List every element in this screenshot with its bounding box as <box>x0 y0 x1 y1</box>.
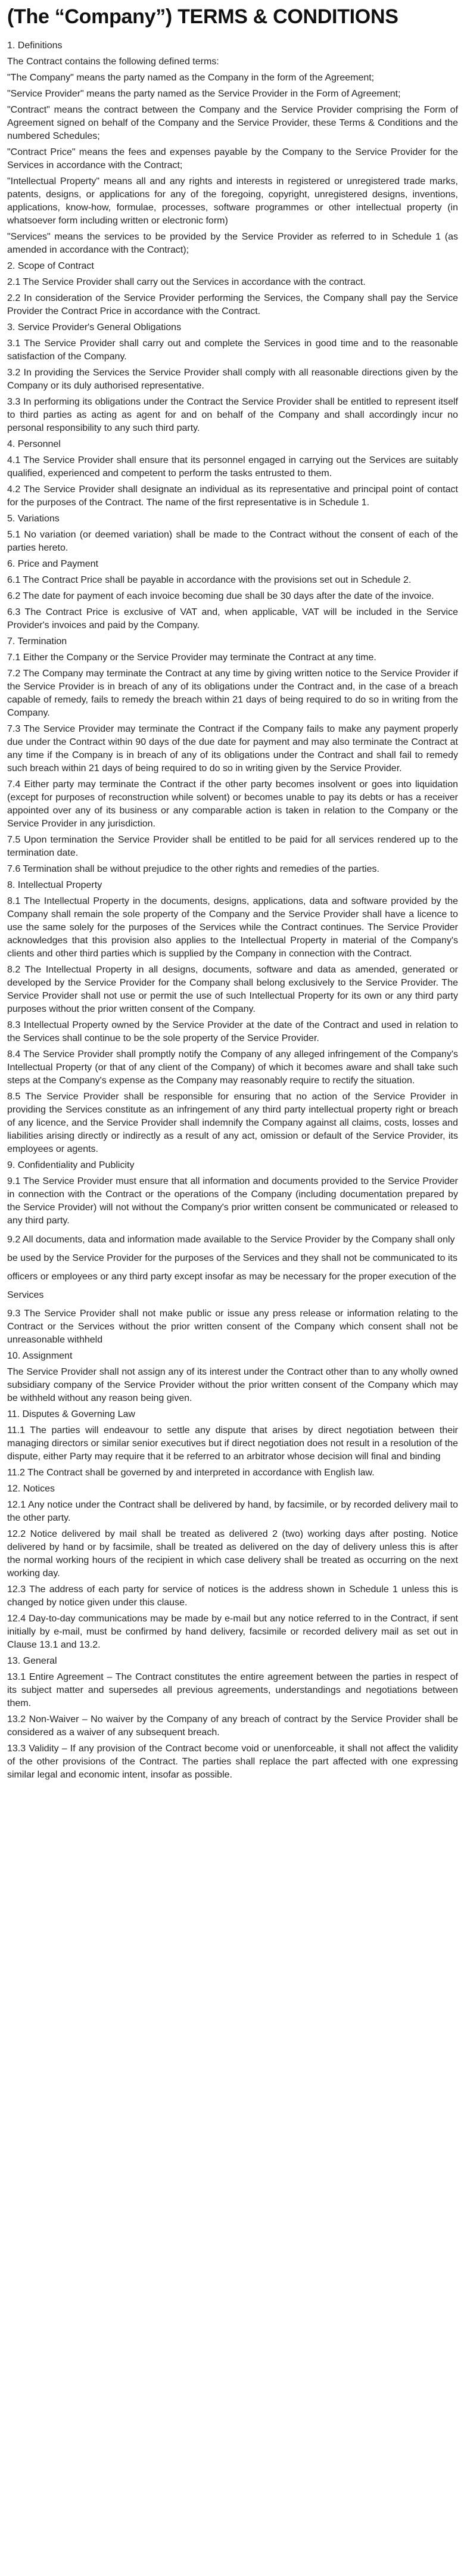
section-heading: 7. Termination <box>7 636 67 647</box>
clause-paragraph: 13.1 Entire Agreement – The Contract constitutes the entire agreement between the parties in respect of its subject matter and supersedes all previous agreements, understandings and negotiations between them. <box>7 1672 458 1708</box>
clause-paragraph: 12.2 Notice delivered by mail shall be treated as delivered 2 (two) working days after posting. Notice delivered by hand or by facsimile, shall be treated as delivered on the day of delivery unless this is after the normal working hours of the recipient in which case delivery shall be treated as occurring on the next working day. <box>7 1529 458 1578</box>
clause-paragraph: "Services" means the services to be provided by the Service Provider as referred to in Schedule 1 (as amended in accordance with the Contract); <box>7 232 458 255</box>
section-heading: 11. Disputes & Governing Law <box>7 1409 135 1419</box>
page-title: (The “Company”) TERMS & CONDITIONS <box>7 5 398 28</box>
section-heading: 2. Scope of Contract <box>7 261 94 271</box>
clause-paragraph: 8.3 Intellectual Property owned by the Service Provider at the date of the Contract and used in relation to the Services shall continue to be the sole property of the Service Provider. <box>7 1020 458 1043</box>
clause-paragraph: 9.3 The Service Provider shall not make public or issue any press release or information relating to the Contract or the Services without the prior written consent of the Company which consent shall not be unreasonable withheld <box>7 1309 458 1345</box>
clause-paragraph: 9.1 The Service Provider must ensure that all information and documents provided to the Service Provider in connection with the Contract or the operations of the Company (including documentation prepared by the Service Provider) will not without the Company's prior written consent be communicated or released to any third party. <box>7 1176 458 1226</box>
clause-paragraph: 5.1 No variation (or deemed variation) shall be made to the Contract without the consent of each of the parties hereto. <box>7 530 458 553</box>
clause-paragraph: 7.3 The Service Provider may terminate the Contract if the Company fails to make any payment properly due under the Contract within 90 days of the due date for payment and may also terminate the Contract at any time if the Company is in breach of any of its obligations under the Contract and shall fail to remedy such breach within 21 days of being required to do so in writing given by the Service Provider. <box>7 724 458 773</box>
clause-paragraph: "Service Provider" means the party named as the Service Provider in the Form of Agreement; <box>7 89 401 99</box>
section-heading: 5. Variations <box>7 514 60 524</box>
section-heading: 12. Notices <box>7 1484 55 1494</box>
clause-paragraph: 11.1 The parties will endeavour to settle any dispute that arises by direct negotiation between their managing directors or similar senior executives but if direct negotiation does not result in a resolution of the dispute, either Party may require that it be referred to an arbitrator whose decision will final and binding <box>7 1425 458 1462</box>
clause-paragraph: 8.2 The Intellectual Property in all designs, documents, software and data as amended, generated or developed by the Service Provider for the Company shall belong exclusively to the Service Provider. The Service Provider shall not use or permit the use of such Intellectual Property for its own or any third party purposes without the prior written consent of the Company. <box>7 965 458 1014</box>
clause-paragraph: 7.1 Either the Company or the Service Provider may terminate the Contract at any time. <box>7 652 376 663</box>
clause-paragraph: 2.1 The Service Provider shall carry out the Services in accordance with the contract. <box>7 277 366 287</box>
clause-paragraph: "Contract" means the contract between the Company and the Service Provider comprising the Form of Agreement signed on behalf of the Company and the Service Provider, these Terms & Conditions and the numbered Schedules; <box>7 105 458 141</box>
clause-paragraph: 4.2 The Service Provider shall designate an individual as its representative and principal point of contact for the purposes of the Contract. The name of the first representative is in Schedule 1. <box>7 484 458 508</box>
clause-paragraph: 8.1 The Intellectual Property in the documents, designs, applications, data and software provided by the Company shall remain the sole property of the Company and the Service Provider shall have a licence to use the same solely for the purposes of the Services while the Contract continues. The Service Provider acknowledges that this provision also applies to the Intellectual Property in material of the Company's clients and other third parties which is supplied by the Company in connection with the Contract. <box>7 896 458 959</box>
clause-paragraph: 6.1 The Contract Price shall be payable in accordance with the provisions set out in Schedule 2. <box>7 575 412 585</box>
clause-paragraph: 7.6 Termination shall be without prejudice to the other rights and remedies of the parties. <box>7 864 379 874</box>
section-heading: 9. Confidentiality and Publicity <box>7 1160 135 1170</box>
section-heading: 1. Definitions <box>7 41 63 51</box>
clause-paragraph: The Service Provider shall not assign any of its interest under the Contract other than to any wholly owned subsidiary company of the Service Provider without the prior written consent of the Company which may be withheld without any reason being given. <box>7 1367 458 1403</box>
document-body <box>7 39 458 1782</box>
clause-paragraph: 8.4 The Service Provider shall promptly notify the Company of any alleged infringement of the Company's Intellectual Property (or that of any client of the Company) of which it becomes aware and shall take such steps at the Company's expense as the Company may reasonably require to rectify the situation. <box>7 1049 458 1086</box>
section-heading: 3. Service Provider's General Obligations <box>7 322 182 333</box>
section-heading: 13. General <box>7 1656 57 1666</box>
clause-paragraph: "The Company" means the party named as the Company in the form of the Agreement; <box>7 73 375 83</box>
clause-paragraph: 11.2 The Contract shall be governed by and interpreted in accordance with English law. <box>7 1468 375 1478</box>
clause-paragraph: 12.4 Day-to-day communications may be made by e-mail but any notice referred to in the Contract, if sent initially by e-mail, must be confirmed by hand delivery, facsimile or recorded delivery mail as set out in Clause 13.1 and 13.2. <box>7 1614 458 1650</box>
clause-paragraph: 3.1 The Service Provider shall carry out and complete the Services in good time and to the reasonable satisfaction of the Company. <box>7 338 458 362</box>
section-heading: 4. Personnel <box>7 439 61 449</box>
clause-paragraph: 7.4 Either party may terminate the Contract if the other party becomes insolvent or goes into liquidation (except for purposes of reconstruction while solvent) or becomes unable to pay its debts or has a receiver appointed over any of its business or any comparable action is taken in relation to the Company or the Service Provider in any jurisdiction. <box>7 779 458 829</box>
clause-paragraph: 6.2 The date for payment of each invoice becoming due shall be 30 days after the date of the invoice. <box>7 591 434 601</box>
section-heading: 10. Assignment <box>7 1351 73 1361</box>
clause-paragraph: 13.2 Non-Waiver – No waiver by the Company of any breach of contract by the Service Provider shall be considered as a waiver of any subsequent breach. <box>7 1714 458 1738</box>
clause-paragraph: 12.3 The address of each party for service of notices is the address shown in Schedule 1 unless this is changed by notice given under this clause. <box>7 1584 458 1608</box>
clause-paragraph: 9.2 All documents, data and information made available to the Service Provider by the Company shall only be used by the Service Provider for the purposes of the Services and they shall not be communicated to its officers or employees or any third party except insofar as may be necessary for the proper execution of the Services <box>7 1235 457 1300</box>
clause-paragraph: "Intellectual Property" means all and any rights and interests in registered or unregistered trade marks, patents, designs, or applications for any of the foregoing, copyright, unregistered designs, inventions, applications, know-how, formulae, processes, software programmes or other intellectual property (in whatsoever form including written or electronic form) <box>7 176 458 226</box>
clause-paragraph: The Contract contains the following defined terms: <box>7 57 219 67</box>
clause-paragraph: 7.2 The Company may terminate the Contract at any time by giving written notice to the Service Provider if the Service Provider is in breach of any of its obligations under the Contract and, in the case of a breach capable of remedy, fails to remedy the breach within 21 days of being required to do so in writing from the Company. <box>7 669 458 718</box>
clause-paragraph: "Contract Price" means the fees and expenses payable by the Company to the Service Provider for the Services in accordance with the Contract; <box>7 147 458 170</box>
section-heading: 6. Price and Payment <box>7 559 98 569</box>
clause-paragraph: 4.1 The Service Provider shall ensure that its personnel engaged in carrying out the Services are suitably qualified, experienced and competent to perform the tasks entrusted to them. <box>7 455 458 478</box>
section-heading: 8. Intellectual Property <box>7 880 102 890</box>
clause-paragraph: 2.2 In consideration of the Service Provider performing the Services, the Company shall pay the Service Provider the Contract Price in accordance with the Contract. <box>7 293 458 316</box>
clause-paragraph: 6.3 The Contract Price is exclusive of VAT and, when applicable, VAT will be included in the Service Provider's invoices and paid by the Company. <box>7 607 458 630</box>
clause-paragraph: 3.3 In performing its obligations under the Contract the Service Provider shall be entitled to represent itself to third parties as acting as agent for and on behalf of the Company and shall accordingly incur no personal responsibility to any such third party. <box>7 397 458 433</box>
clause-paragraph: 12.1 Any notice under the Contract shall be delivered by hand, by facsimile, or by recorded delivery mail to the other party. <box>7 1500 458 1523</box>
clause-paragraph: 13.3 Validity – If any provision of the Contract become void or unenforceable, it shall not affect the validity of the other provisions of the Contract. The parties shall replace the part affected with one expressing similar legal and economic intent, insofar as possible. <box>7 1744 458 1780</box>
clause-paragraph: 3.2 In providing the Services the Service Provider shall comply with all reasonable directions given by the Company or its duly authorised representative. <box>7 368 458 391</box>
clause-paragraph: 8.5 The Service Provider shall be responsible for ensuring that no action of the Service Provider in providing the Services constitute as an infringement of any third party intellectual property right or breach of any licence, and the Service Provider shall indemnify the Company against all claims, costs, losses and liabilities arising directly or indirectly as a result of any act, omission or default of the Service Provider, its employees or agents. <box>7 1092 458 1154</box>
clause-paragraph: 7.5 Upon termination the Service Provider shall be entitled to be paid for all services rendered up to the termination date. <box>7 835 458 858</box>
